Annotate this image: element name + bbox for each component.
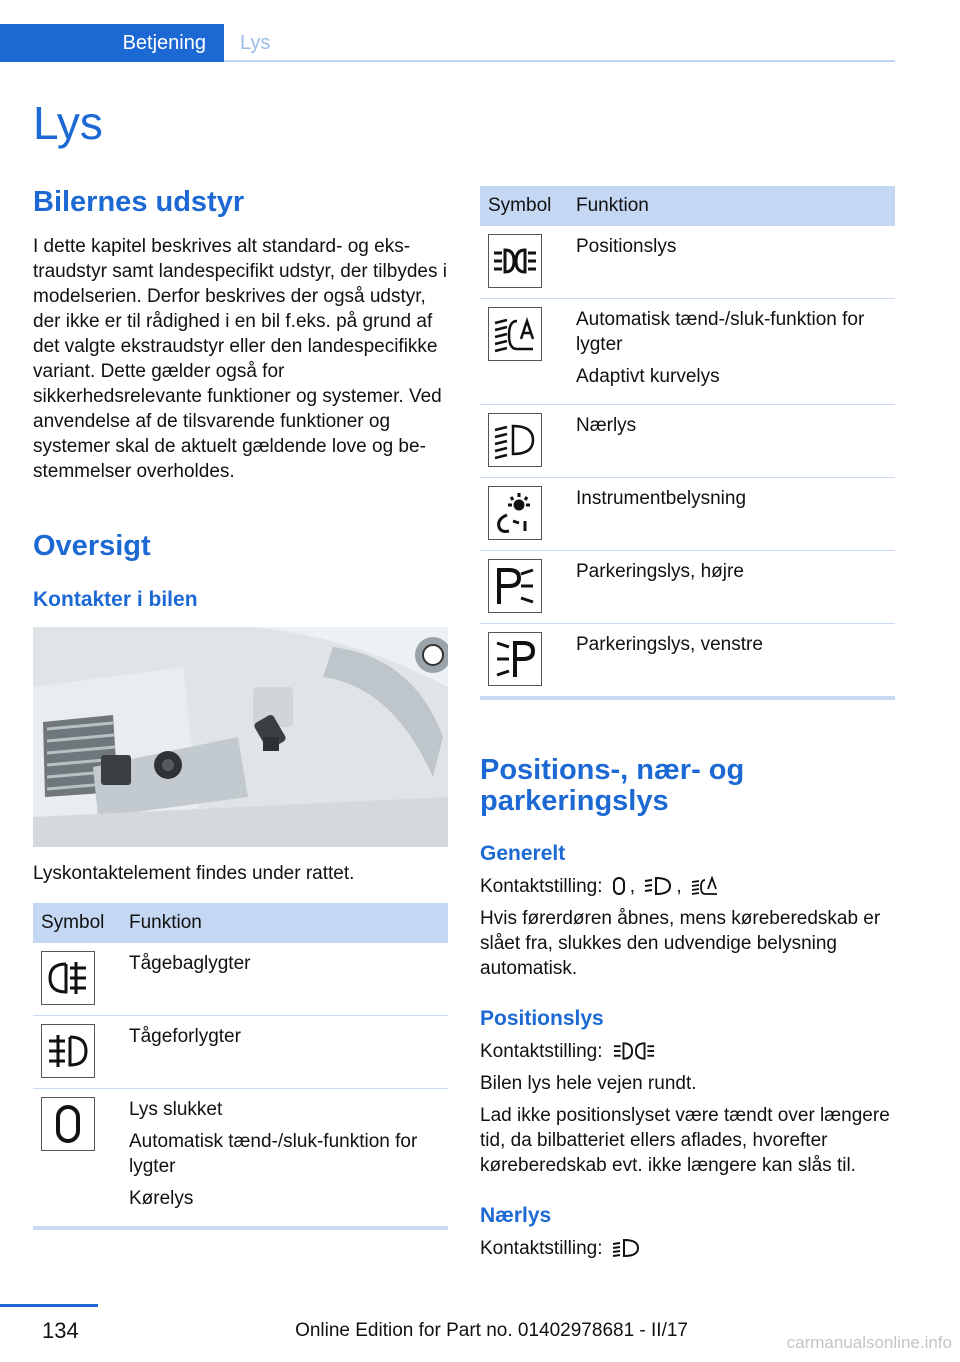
watermark: carmanualsonline.info: [786, 1333, 952, 1352]
auto-headlight-icon: [691, 876, 719, 903]
lowbeam-switch-position: [480, 1236, 644, 1265]
section-tab: Betjening: [0, 24, 224, 62]
heading-naerlys: Nærlys: [480, 1204, 552, 1227]
function-text: Lys slukket: [129, 1099, 223, 1120]
low-beam-icon: [612, 1238, 640, 1265]
auto-headlight-icon: [488, 307, 542, 361]
heading-line-1: Positions-, nær- og: [480, 754, 745, 786]
function-text: Tågebaglygter: [129, 953, 251, 974]
table-row: [480, 551, 895, 624]
switch-label: Kontaktstilling:: [480, 876, 603, 897]
function-text: Instrumentbelysning: [576, 488, 747, 509]
col-symbol: Symbol: [480, 186, 568, 226]
heading-kontakter: Kontakter i bilen: [33, 588, 198, 611]
front-fog-light-icon: [41, 1024, 95, 1078]
general-switch-position: [480, 874, 723, 903]
footer-rule: [0, 1304, 98, 1307]
position-light-icon: [612, 1041, 656, 1068]
page-title: Lys: [33, 97, 103, 149]
heading-positions-naer-parkeringslys: [480, 755, 744, 817]
symbol-table-right: [480, 186, 895, 700]
separator: ,: [629, 876, 636, 897]
parking-light-right-icon: [488, 559, 542, 613]
table-row: [33, 943, 448, 1016]
function-text: Positionslys: [576, 236, 677, 257]
lights-off-icon: [41, 1097, 95, 1151]
instrument-lighting-icon: [488, 486, 542, 540]
table-row: [480, 226, 895, 299]
heading-line-2: parkeringslys: [480, 785, 669, 817]
function-text: Adaptivt kurvelys: [576, 366, 720, 387]
col-symbol: Symbol: [33, 903, 121, 943]
intro-paragraph: I dette kapitel beskrives alt standard- og ekstraudstyr samt landespecifikt udstyr, der tilbydes i modelserien. Derfor beskrives der også udstyr, der ikke er til rådighed i en bil f.eks. på grund af det valgte ekstraudstyr eller den landespecifikke variant. Dette gælder også for sikkerhedsrelevante funktioner og systemer. Ved anvendelse af de tilsvarende funktioner og systemer skal de aktuelt gældende love og bestemmelser overholdes.: [33, 236, 447, 482]
function-text: Parkeringslys, højre: [576, 561, 744, 582]
position-light-icon: [644, 876, 672, 903]
page-number: 134: [42, 1318, 79, 1343]
heading-bilernes-udstyr: Bilernes udstyr: [33, 186, 245, 218]
position-switch-position: [480, 1039, 660, 1068]
function-text: Parkeringslys, venstre: [576, 634, 763, 655]
function-text: Tågeforlygter: [129, 1026, 241, 1047]
table-row: [480, 624, 895, 699]
function-text: Automatisk tænd-/sluk-funktion for lygter: [576, 309, 865, 355]
table-row: [33, 1016, 448, 1089]
table-row: [33, 1089, 448, 1229]
heading-positionslys: Positionslys: [480, 1007, 604, 1030]
page-header: [0, 0, 895, 62]
function-text: Automatisk tænd-/sluk-funktion for lygter: [129, 1131, 418, 1177]
heading-generelt: Generelt: [480, 842, 566, 865]
low-beam-icon: [488, 413, 542, 467]
position-paragraph-2: Lad ikke positionslyset være tændt over længere tid, da bilbatteriet ellers aflades, hvorefter køreberedskab evt. ikke længere kan slås til.: [480, 1105, 890, 1176]
col-function: Funktion: [568, 186, 895, 226]
switch-label: Kontaktstilling:: [480, 1238, 603, 1259]
lights-off-icon: [612, 876, 626, 903]
parking-light-left-icon: [488, 632, 542, 686]
light-switch-photo: [33, 627, 448, 847]
col-function: Funktion: [121, 903, 448, 943]
heading-oversigt: Oversigt: [33, 530, 151, 562]
chapter-tab: Lys: [240, 32, 271, 54]
header-rule: [224, 60, 895, 62]
edition-text: Online Edition for Part no. 01402978681 - II/17: [295, 1320, 688, 1341]
symbol-table-left: [33, 903, 448, 1230]
separator: ,: [676, 876, 682, 897]
position-paragraph-1: Bilen lys hele vejen rundt.: [480, 1073, 697, 1094]
function-text: Nærlys: [576, 415, 637, 436]
position-light-icon: [488, 234, 542, 288]
table-row: [480, 405, 895, 478]
function-text: Kørelys: [129, 1188, 194, 1209]
photo-caption: Lyskontaktelement findes under rattet.: [33, 863, 355, 884]
table-row: [480, 478, 895, 551]
rear-fog-light-icon: [41, 951, 95, 1005]
table-row: [480, 299, 895, 405]
general-paragraph: Hvis førerdøren åbnes, mens køreberedskab er slået fra, slukkes den udvendige belysning automatisk.: [480, 908, 881, 979]
switch-label: Kontaktstilling:: [480, 1041, 603, 1062]
